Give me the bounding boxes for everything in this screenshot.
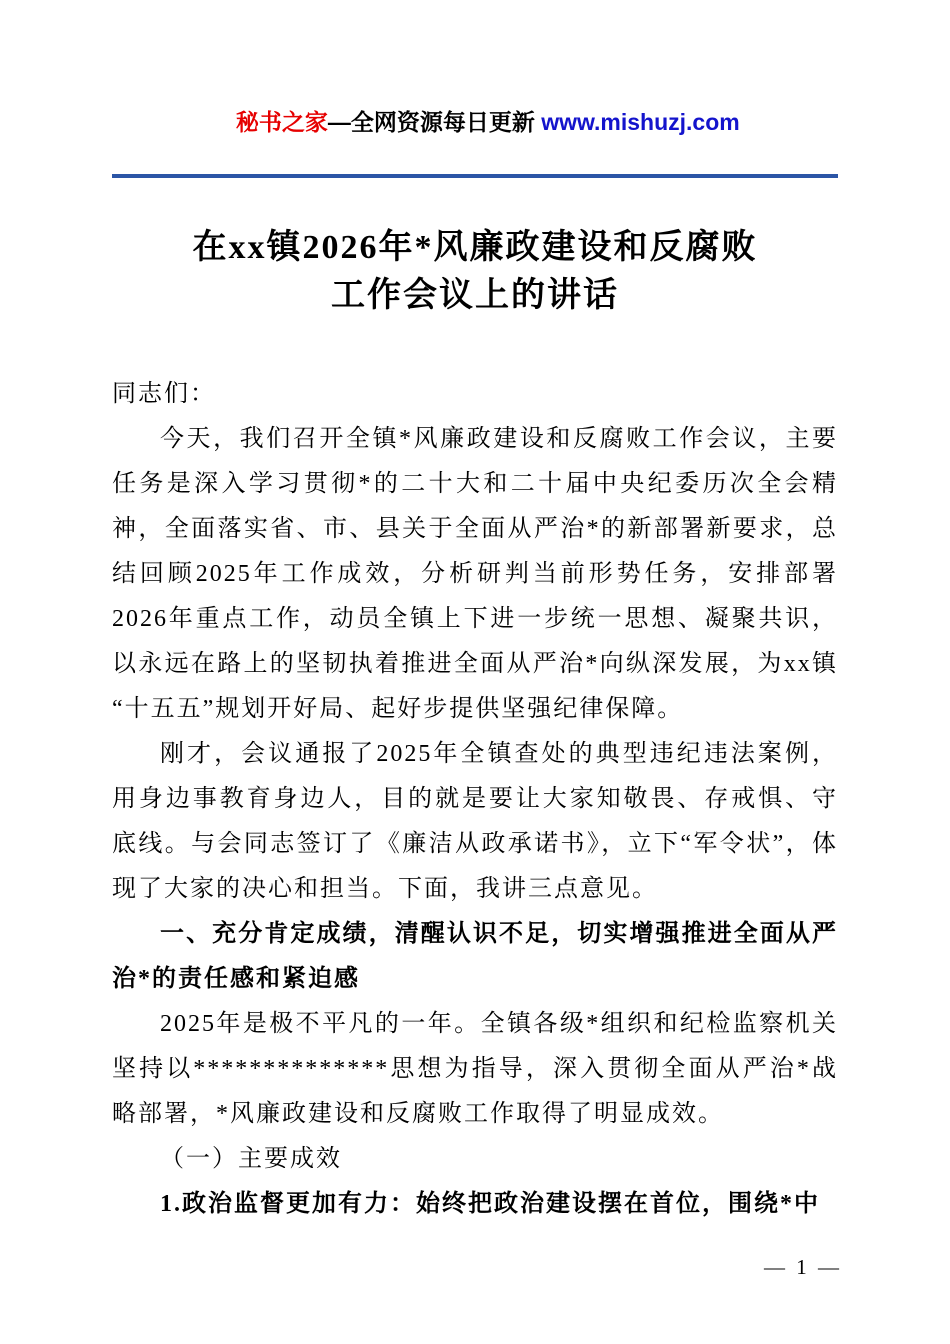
section-heading-1: 一、充分肯定成绩，清醒认识不足，切实增强推进全面从严治*的责任感和紧迫感 (112, 921, 838, 992)
body-paragraph: 刚才，会议通报了2025年全镇查处的典型违纪违法案例，用身边事教育身边人，目的就是要让大家知敬畏、存戒惧、守底线。与会同志签订了《廉洁从政承诺书》，立下“军令状”，体现了大家的决心和担当。下面，我讲三点意见。 (112, 741, 838, 902)
site-url-link[interactable]: www.mishuzj.com (541, 109, 740, 135)
header-divider (112, 174, 838, 178)
header-tagline: —全网资源每日更新 (327, 109, 542, 135)
document-body (112, 372, 838, 1227)
salutation-paragraph: 同志们： (112, 381, 216, 407)
body-paragraph: 今天，我们召开全镇*风廉政建设和反腐败工作会议，主要任务是深入学习贯彻*的二十大和二十届中央纪委历次全会精神，全面落实省、市、县关于全面从严治*的新部署新要求，总结回顾2025年工作成效，分析研判当前形势任务，安排部署2026年重点工作，动员全镇上下进一步统一思想、凝聚共识，以永远在路上的坚韧执着推进全面从严治*向纵深发展，为xx镇“十五五”规划开好局、起好步提供坚强纪律保障。 (112, 426, 838, 722)
title-line-2: 工作会议上的讲话 (331, 277, 619, 314)
brand-name: 秘书之家 (235, 109, 328, 135)
site-header (112, 80, 838, 164)
page-number: — 1 — (764, 1255, 842, 1279)
numbered-heading: 1.政治监督更加有力：始终把政治建设摆在首位，围绕*中 (160, 1191, 820, 1217)
body-paragraph: 2025年是极不平凡的一年。全镇各级*组织和纪检监察机关坚持以**************思想为指导，深入贯彻全面从严治*战略部署，*风廉政建设和反腐败工作取得了明显成效。 (112, 1011, 838, 1127)
subsection-heading: （一）主要成效 (160, 1146, 342, 1172)
title-line-1: 在xx镇2026年*风廉政建设和反腐败 (192, 229, 758, 266)
document-title (112, 224, 838, 320)
